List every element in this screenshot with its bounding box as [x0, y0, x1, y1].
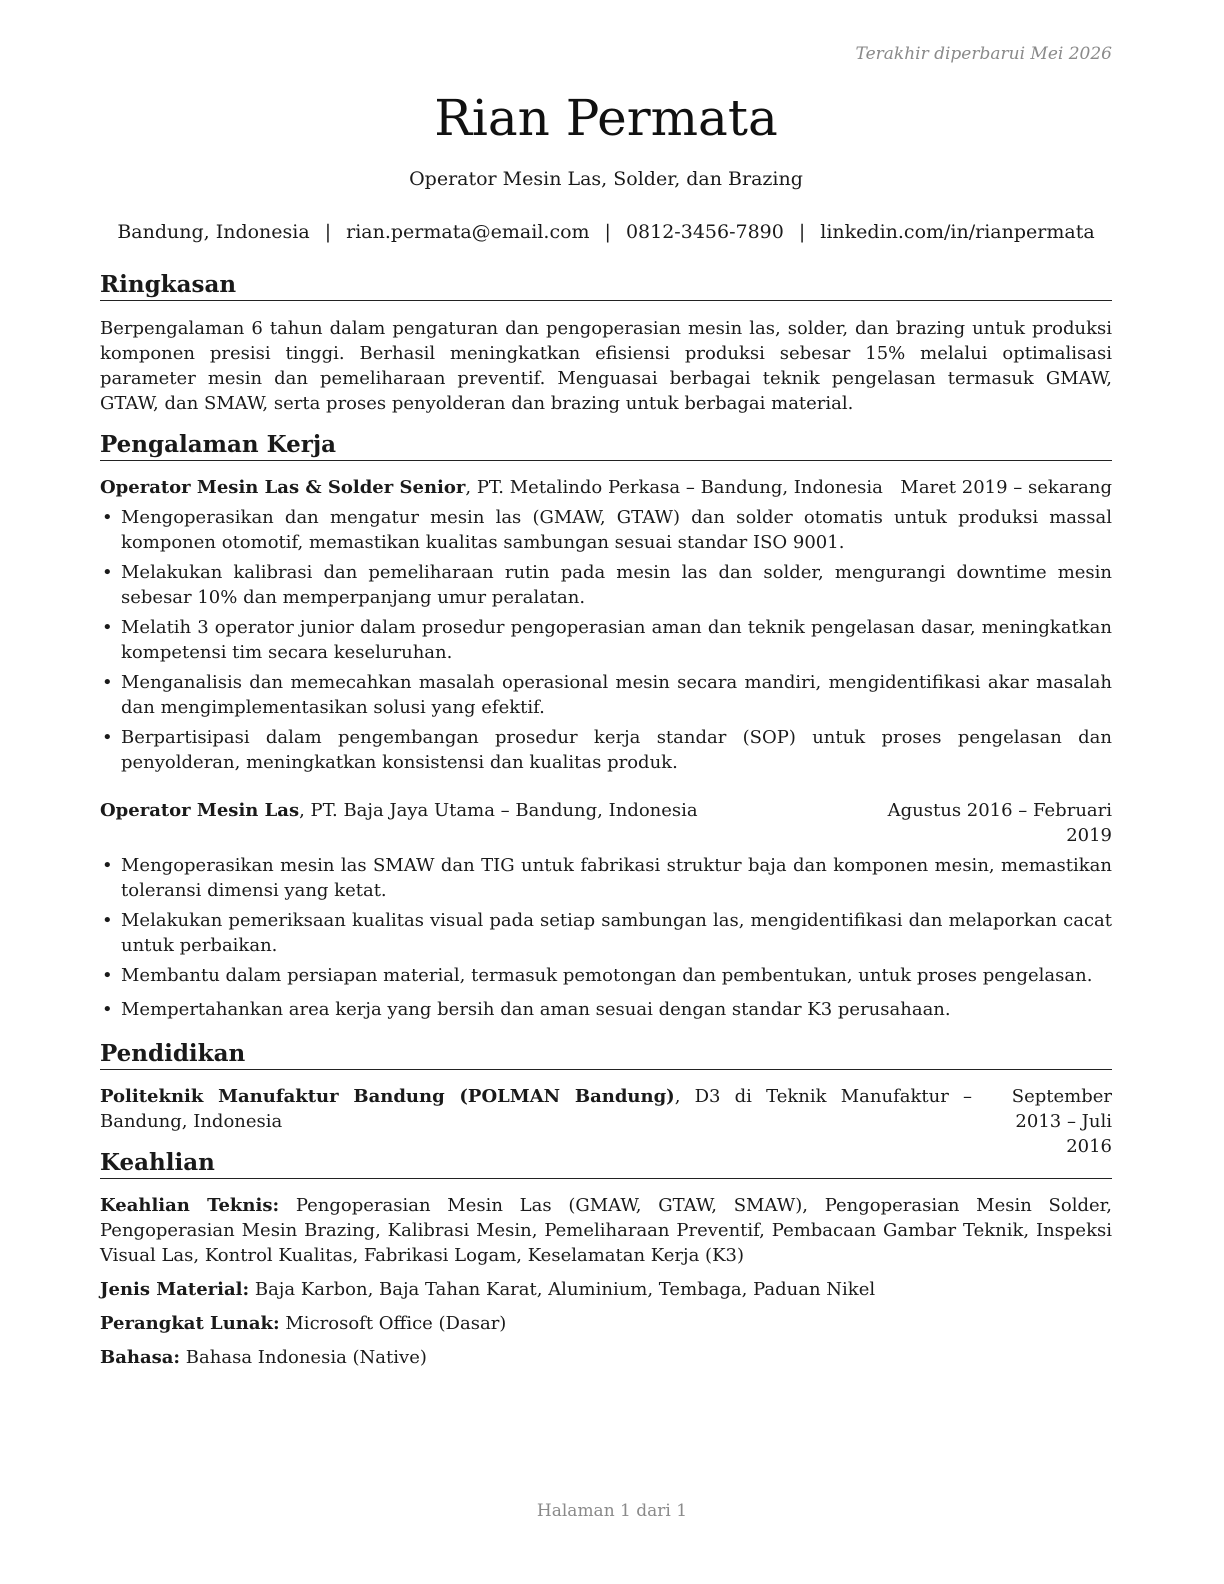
job-bullet: • Melakukan pemeriksaan kualitas visual pada setiap sambungan las, mengidentifikasi dan melaporkan cacat untuk perbaikan. — [100, 908, 1112, 958]
candidate-name: Rian Permata — [434, 89, 778, 147]
job-bullet: • Melakukan kalibrasi dan pemeliharaan rutin pada mesin las dan solder, mengurangi downtime mesin sebesar 10% dan memperpanjang umur peralatan. — [100, 560, 1112, 610]
contact-email[interactable]: rian.permata@email.com — [346, 221, 590, 243]
skills-label: Bahasa: — [100, 1347, 181, 1368]
last-updated-note: Terakhir diperbarui Mei 2026 — [855, 44, 1112, 64]
job-dates: Maret 2019 – sekarang — [900, 477, 1112, 498]
contact-separator: | — [798, 221, 806, 243]
skills-value: Baja Karbon, Baja Tahan Karat, Aluminium, Tembaga, Paduan Nikel — [249, 1279, 876, 1300]
education-detail: , D3 di Teknik Manufaktur – Bandung, Indonesia — [100, 1086, 973, 1132]
skills-line-materials — [100, 1277, 1112, 1302]
contact-linkedin[interactable]: linkedin.com/in/rianpermata — [820, 221, 1095, 243]
skills-line-technical — [100, 1193, 1112, 1268]
skills-value: Bahasa Indonesia (Native) — [180, 1347, 427, 1368]
job-role: Operator Mesin Las & Solder Senior — [100, 477, 466, 498]
skills-line-languages — [100, 1345, 1112, 1370]
job-entry — [100, 798, 1112, 1022]
skills-section — [100, 1149, 1112, 1370]
skills-label: Perangkat Lunak: — [100, 1313, 280, 1334]
education-dates: September 2013 – Juli 2016 — [1011, 1086, 1112, 1157]
summary-text: Berpengalaman 6 tahun dalam pengaturan dan pengoperasian mesin las, solder, dan brazing untuk produksi komponen presisi tinggi. Berhasil meningkatkan efisiensi produksi sebesar 15% melalui optimalisasi parameter mesin dan pemeliharaan preventif. Menguasai berbagai teknik pengelasan termasuk GMAW, GTAW, dan SMAW, serta proses penyolderan dan brazing untuk berbagai material. — [100, 318, 1112, 414]
skills-label: Keahlian Teknis: — [100, 1195, 280, 1216]
contact-phone[interactable]: 0812-3456-7890 — [625, 221, 784, 243]
job-header — [100, 798, 1112, 848]
skills-value: Microsoft Office (Dasar) — [279, 1313, 507, 1334]
section-title-education: Pendidikan — [100, 1040, 1112, 1070]
job-dates: Agustus 2016 – Februari 2019 — [887, 800, 1112, 846]
section-title-summary: Ringkasan — [100, 271, 1112, 301]
job-bullets — [100, 505, 1112, 775]
candidate-headline: Operator Mesin Las, Solder, dan Brazing — [409, 168, 803, 190]
summary-section — [100, 271, 1112, 416]
skills-line-software — [100, 1311, 1112, 1336]
skills-value: Pengoperasian Mesin Las (GMAW, GTAW, SMAW), Pengoperasian Mesin Solder, Pengoperasian Mesin Brazing, Kalibrasi Mesin, Pemeliharaan Preventif, Pembacaan Gambar Teknik, Inspeksi Visual Las, Kontrol Kualitas, Fabrikasi Logam, Keselamatan Kerja (K3) — [100, 1195, 1112, 1266]
job-bullet: • Mengoperasikan mesin las SMAW dan TIG untuk fabrikasi struktur baja dan komponen mesin, memastikan toleransi dimensi yang ketat. — [100, 853, 1112, 903]
job-company: , PT. Metalindo Perkasa – Bandung, Indonesia — [465, 477, 883, 498]
contact-line — [100, 220, 1112, 244]
contact-separator: | — [324, 221, 332, 243]
job-entry — [100, 475, 1112, 775]
job-bullet: • Mempertahankan area kerja yang bersih dan aman sesuai dengan standar K3 perusahaan. — [100, 997, 1112, 1022]
contact-separator: | — [604, 221, 611, 243]
job-bullet: • Membantu dalam persiapan material, termasuk pemotongan dan pembentukan, untuk proses pengelasan. — [100, 963, 1112, 988]
job-bullets — [100, 853, 1112, 1022]
job-bullet: • Melatih 3 operator junior dalam prosedur pengoperasian aman dan teknik pengelasan dasar, meningkatkan kompetensi tim secara keseluruhan. — [100, 615, 1112, 665]
education-school: Politeknik Manufaktur Bandung (POLMAN Bandung) — [100, 1086, 675, 1107]
job-header — [100, 475, 1112, 500]
page-number-footer: Halaman 1 dari 1 — [536, 1501, 688, 1521]
experience-section — [100, 431, 1112, 1022]
section-title-experience: Pengalaman Kerja — [100, 431, 1112, 461]
job-bullet: • Mengoperasikan dan mengatur mesin las (GMAW, GTAW) dan solder otomatis untuk produksi massal komponen otomotif, memastikan kualitas sambungan sesuai standar ISO 9001. — [100, 505, 1112, 555]
section-title-skills: Keahlian — [100, 1149, 1112, 1179]
skills-label: Jenis Material: — [100, 1279, 250, 1300]
job-bullet: • Berpartisipasi dalam pengembangan prosedur kerja standar (SOP) untuk proses pengelasan dan penyolderan, meningkatkan konsistensi dan kualitas produk. — [100, 725, 1112, 775]
job-bullet: • Menganalisis dan memecahkan masalah operasional mesin secara mandiri, mengidentifikasi akar masalah dan mengimplementasikan solusi yang efektif. — [100, 670, 1112, 720]
education-section — [100, 1040, 1112, 1159]
job-company: , PT. Baja Jaya Utama – Bandung, Indonesia — [299, 800, 698, 821]
contact-location: Bandung, Indonesia — [117, 221, 310, 243]
job-role: Operator Mesin Las — [100, 800, 300, 821]
education-entry — [100, 1084, 1112, 1159]
